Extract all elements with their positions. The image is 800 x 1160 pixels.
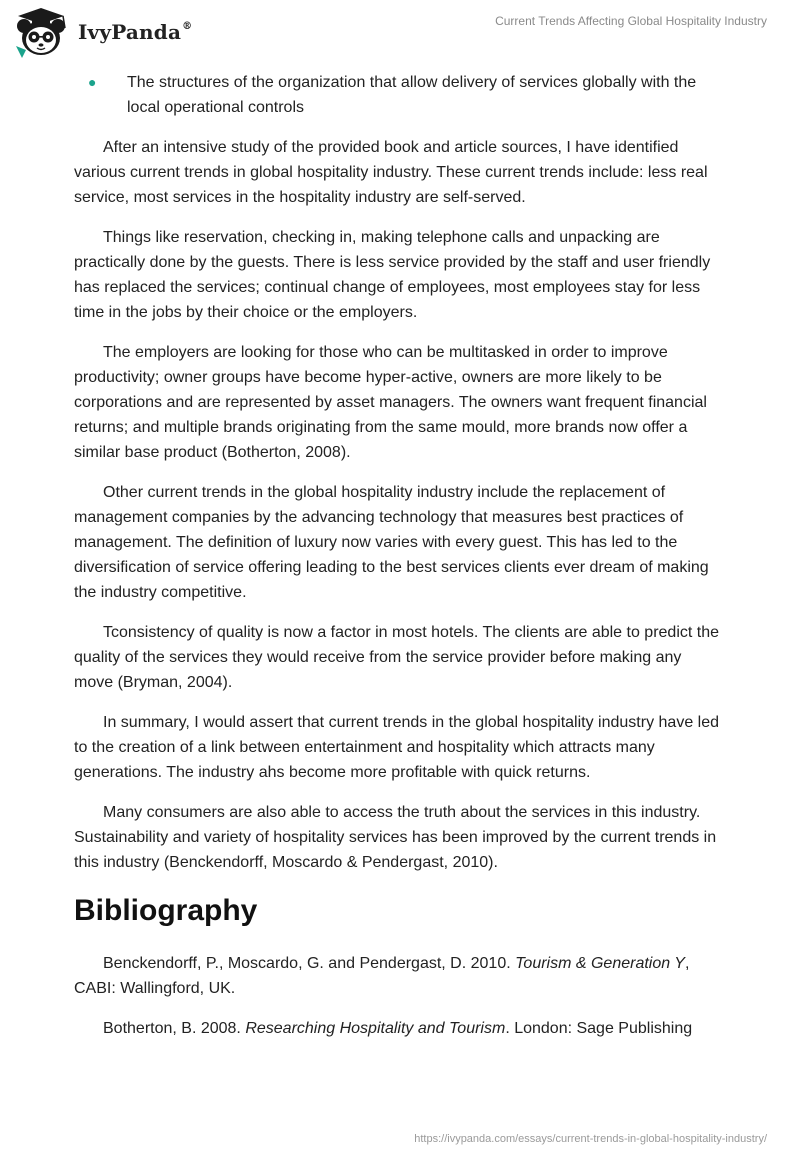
reference-entry: Benckendorff, P., Moscardo, G. and Pendergast, D. 2010. Tourism & Generation Y, CABI: Wallingford, UK. (74, 955, 690, 997)
bullet-icon: ● (88, 74, 97, 90)
paragraph: Other current trends in the global hospitality industry include the replacement of management companies by the advancing technology that measures best practices of management. The definition of luxury now varies with every guest. This has led to the diversification of service offering leading to the best services clients ever dream of making the industry competitive. (74, 484, 709, 601)
paragraph: Things like reservation, checking in, making telephone calls and unpacking are practically done by the guests. There is less service provided by the staff and user friendly has replaced the services; continual change of employees, most employees stay for less time in the jobs by their choice or the employers. (74, 229, 711, 321)
page-header (0, 0, 800, 70)
bullet-text: The structures of the organization that allow delivery of services globally with the local operational controls (127, 74, 697, 116)
source-url-link[interactable]: https://ivypanda.com/essays/current-trends-in-global-hospitality-industry/ (414, 1133, 767, 1145)
reference-title: Tourism & Generation Y (515, 955, 685, 972)
bibliography-heading: Bibliography (74, 894, 258, 927)
list-item (74, 70, 724, 120)
essay-body (74, 70, 724, 1056)
brand-name[interactable]: IvyPanda® (78, 20, 193, 44)
paragraph: After an intensive study of the provided book and article sources, I have identified various current trends in global hospitality industry. These current trends include: less real service, most services in the hospitality industry are self-served. (74, 139, 708, 206)
running-title: Current Trends Affecting Global Hospitality Industry (495, 14, 767, 28)
panda-logo-icon[interactable] (10, 6, 72, 60)
paragraph: In summary, I would assert that current trends in the global hospitality industry have led to the creation of a link between entertainment and hospitality which attracts many generations. The industry ahs become more profitable with quick returns. (74, 714, 720, 781)
paragraph: Many consumers are also able to access the truth about the services in this industry. Sustainability and variety of hospitality services has been improved by the current trends in this industry (Benckendorff, Moscardo & Pendergast, 2010). (74, 804, 717, 871)
paragraph: The employers are looking for those who can be multitasked in order to improve productivity; owner groups have become hyper-active, owners are more likely to be corporations and are represented by asset managers. The owners want frequent financial returns; and multiple brands originating from the same mould, more brands now offer a similar base product (Botherton, 2008). (74, 344, 707, 461)
paragraph: Tconsistency of quality is now a factor in most hotels. The clients are able to predict the quality of the services they would receive from the service provider before making any move (Bryman, 2004). (74, 624, 720, 691)
reference-entry: Botherton, B. 2008. Researching Hospitality and Tourism. London: Sage Publishing (103, 1020, 693, 1037)
reference-title: Researching Hospitality and Tourism (245, 1020, 506, 1037)
